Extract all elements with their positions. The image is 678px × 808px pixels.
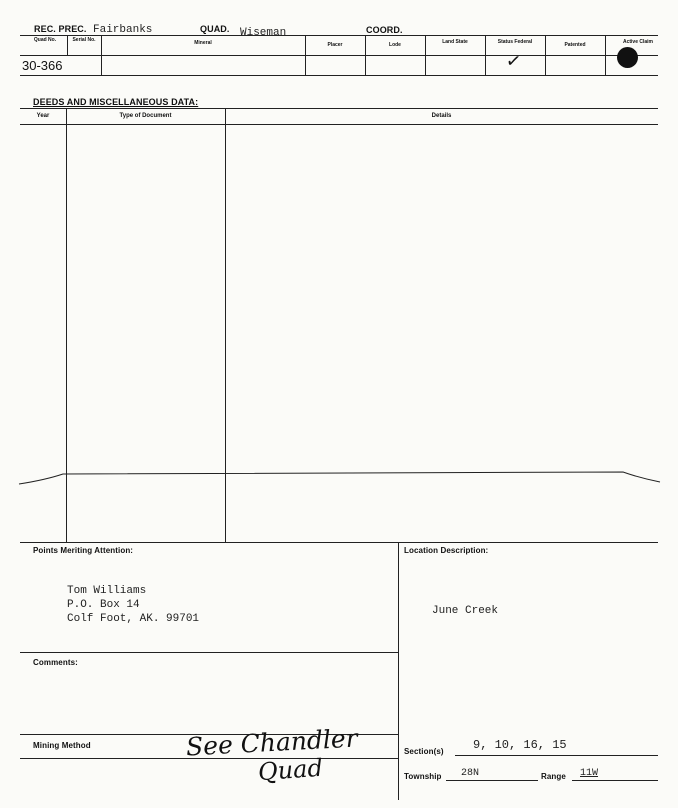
col-patented: Patented <box>564 42 586 48</box>
col-lode: Lode <box>389 42 401 48</box>
comments-line <box>20 652 398 653</box>
header-line <box>20 35 658 36</box>
points-line-2: P.O. Box 14 <box>67 599 140 611</box>
col-sep <box>605 35 606 75</box>
township-value: 28N <box>461 768 480 779</box>
deeds-header-line <box>20 124 658 125</box>
col-sep <box>425 35 426 75</box>
status-federal-check: ✓ <box>504 50 523 72</box>
quad-label: QUAD. <box>200 24 230 34</box>
col-status-federal: Status Federal <box>497 39 533 45</box>
points-line-1: Tom Williams <box>67 585 147 597</box>
col-details: Details <box>431 113 452 119</box>
record-line <box>20 75 658 76</box>
col-active-claim: Active Claim <box>622 39 653 45</box>
col-placer: Placer <box>327 42 343 48</box>
section-label: Section(s) <box>404 747 444 756</box>
location-label: Location Description: <box>404 546 489 555</box>
township-underline <box>446 780 538 781</box>
col-serial-no: Serial No. <box>72 37 96 43</box>
section-underline <box>455 755 658 756</box>
col-sep <box>485 35 486 75</box>
comments-label: Comments: <box>33 658 78 667</box>
lower-divider <box>398 542 399 800</box>
deeds-top-line <box>20 108 658 109</box>
deeds-bottom-line <box>20 542 658 543</box>
mining-method-label: Mining Method <box>33 741 91 750</box>
points-line-3: Colf Foot, AK. 99701 <box>67 613 200 625</box>
township-label: Township <box>404 772 442 781</box>
mining-method-handwriting-2: Quad <box>257 753 324 787</box>
active-claim-dot <box>617 47 638 68</box>
col-sep <box>67 35 68 55</box>
col-mineral: Mineral <box>194 40 212 46</box>
quad-value: Wiseman <box>240 27 287 39</box>
deeds-title: DEEDS AND MISCELLANEOUS DATA: <box>33 97 199 107</box>
column-header-line <box>20 55 658 56</box>
col-sep <box>305 35 306 75</box>
rec-prec-value: Fairbanks <box>93 24 153 36</box>
quad-no-value: 30-366 <box>22 58 63 73</box>
section-value: 9, 10, 16, 15 <box>473 738 567 752</box>
range-label: Range <box>541 772 566 781</box>
col-land-state: Land State <box>442 39 468 45</box>
rec-prec-label: REC. PREC. <box>34 24 87 34</box>
col-year: Year <box>36 113 50 119</box>
points-label: Points Meriting Attention: <box>33 546 134 555</box>
range-value: 11W <box>580 768 599 779</box>
col-quad-no: Quad No. <box>33 37 57 43</box>
coord-label: COORD. <box>366 25 403 35</box>
col-sep <box>365 35 366 75</box>
fold-line <box>15 462 665 492</box>
mining-method-handwriting-1: See Chandler <box>185 723 359 762</box>
location-value: June Creek <box>432 605 499 617</box>
col-type-of-document: Type of Document <box>119 113 172 119</box>
range-underline <box>572 780 658 781</box>
col-sep <box>545 35 546 75</box>
